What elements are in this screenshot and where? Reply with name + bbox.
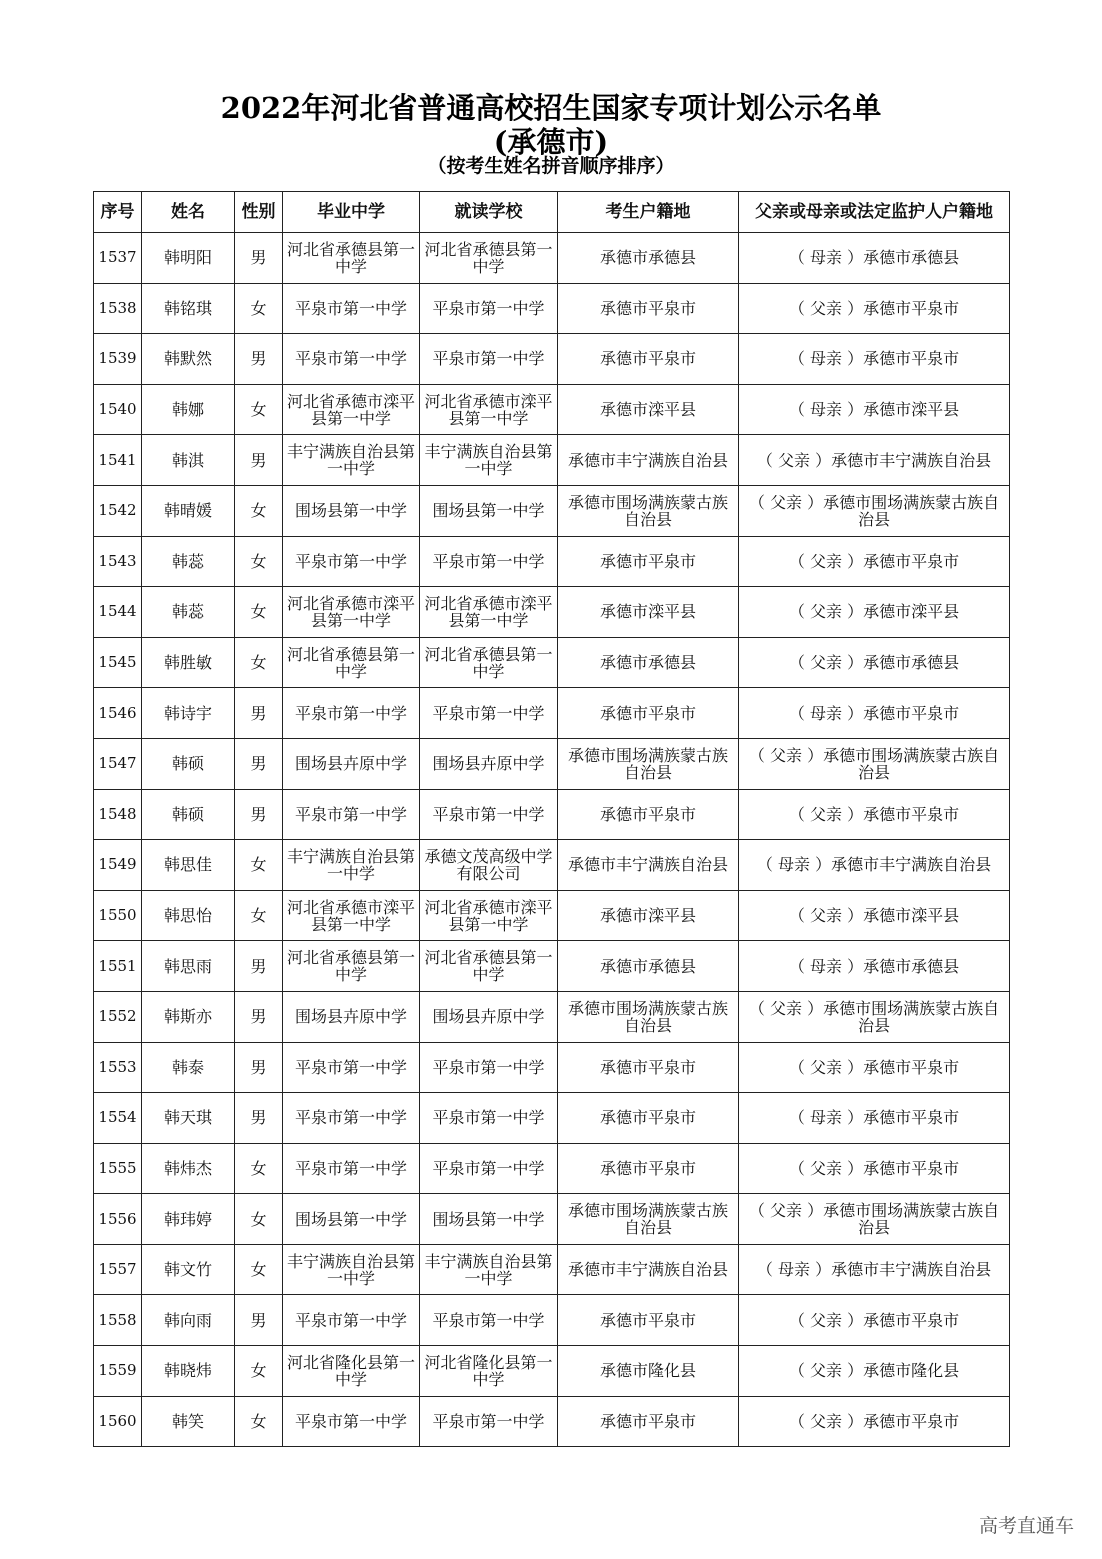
cell-grad-school: 丰宁满族自治县第一中学 — [283, 1244, 420, 1295]
cell-seq: 1544 — [94, 587, 142, 638]
cell-seq: 1539 — [94, 334, 142, 385]
cell-parent-hukou: （ 母亲 ）承德市丰宁满族自治县 — [739, 1244, 1010, 1295]
cell-seq: 1550 — [94, 890, 142, 941]
table-row — [94, 587, 1010, 638]
cell-name: 韩思佳 — [142, 840, 235, 891]
cell-grad-school: 平泉市第一中学 — [283, 1396, 420, 1447]
page-subtitle-city: (承德市) — [493, 125, 609, 159]
cell-school: 平泉市第一中学 — [420, 1042, 558, 1093]
cell-parent-hukou: （ 父亲 ）承德市围场满族蒙古族自治县 — [739, 991, 1010, 1042]
watermark: 高考直通车 — [978, 1515, 1074, 1537]
cell-seq: 1543 — [94, 536, 142, 587]
cell-grad-school: 平泉市第一中学 — [283, 1295, 420, 1346]
cell-name: 韩泰 — [142, 1042, 235, 1093]
cell-school: 丰宁满族自治县第一中学 — [420, 435, 558, 486]
cell-gender: 女 — [235, 840, 283, 891]
cell-hukou: 承德市围场满族蒙古族自治县 — [558, 485, 739, 536]
cell-hukou: 承德市承德县 — [558, 941, 739, 992]
table-row — [94, 738, 1010, 789]
cell-gender: 男 — [235, 435, 283, 486]
table-row — [94, 890, 1010, 941]
cell-school: 平泉市第一中学 — [420, 688, 558, 739]
cell-seq: 1546 — [94, 688, 142, 739]
cell-seq: 1541 — [94, 435, 142, 486]
table-row — [94, 941, 1010, 992]
cell-grad-school: 河北省隆化县第一中学 — [283, 1346, 420, 1397]
cell-school: 河北省承德县第一中学 — [420, 941, 558, 992]
cell-parent-hukou: （ 父亲 ）承德市围场满族蒙古族自治县 — [739, 1194, 1010, 1245]
cell-school: 平泉市第一中学 — [420, 1143, 558, 1194]
cell-seq: 1554 — [94, 1093, 142, 1144]
cell-school: 平泉市第一中学 — [420, 1093, 558, 1144]
cell-parent-hukou: （ 父亲 ）承德市平泉市 — [739, 283, 1010, 334]
cell-grad-school: 河北省承德市滦平县第一中学 — [283, 587, 420, 638]
cell-hukou: 承德市平泉市 — [558, 334, 739, 385]
cell-school: 平泉市第一中学 — [420, 334, 558, 385]
cell-parent-hukou: （ 父亲 ）承德市围场满族蒙古族自治县 — [739, 738, 1010, 789]
cell-school: 平泉市第一中学 — [420, 1396, 558, 1447]
cell-hukou: 承德市平泉市 — [558, 1396, 739, 1447]
cell-seq: 1555 — [94, 1143, 142, 1194]
cell-hukou: 承德市围场满族蒙古族自治县 — [558, 991, 739, 1042]
cell-seq: 1548 — [94, 789, 142, 840]
cell-gender: 男 — [235, 1042, 283, 1093]
cell-gender: 女 — [235, 1396, 283, 1447]
cell-hukou: 承德市平泉市 — [558, 1093, 739, 1144]
cell-name: 韩思雨 — [142, 941, 235, 992]
cell-seq: 1553 — [94, 1042, 142, 1093]
cell-hukou: 承德市承德县 — [558, 233, 739, 284]
cell-hukou: 承德市丰宁满族自治县 — [558, 1244, 739, 1295]
cell-grad-school: 平泉市第一中学 — [283, 1042, 420, 1093]
cell-parent-hukou: （ 父亲 ）承德市平泉市 — [739, 536, 1010, 587]
cell-hukou: 承德市平泉市 — [558, 1042, 739, 1093]
cell-name: 韩明阳 — [142, 233, 235, 284]
cell-hukou: 承德市平泉市 — [558, 536, 739, 587]
column-header-gender: 性别 — [235, 192, 283, 233]
cell-hukou: 承德市平泉市 — [558, 688, 739, 739]
cell-grad-school: 丰宁满族自治县第一中学 — [283, 840, 420, 891]
cell-grad-school: 平泉市第一中学 — [283, 1143, 420, 1194]
table-row — [94, 233, 1010, 284]
cell-parent-hukou: （ 父亲 ）承德市平泉市 — [739, 1295, 1010, 1346]
cell-grad-school: 平泉市第一中学 — [283, 1093, 420, 1144]
cell-gender: 女 — [235, 283, 283, 334]
cell-seq: 1547 — [94, 738, 142, 789]
cell-grad-school: 平泉市第一中学 — [283, 688, 420, 739]
cell-school: 平泉市第一中学 — [420, 283, 558, 334]
cell-hukou: 承德市滦平县 — [558, 587, 739, 638]
cell-name: 韩淇 — [142, 435, 235, 486]
cell-gender: 男 — [235, 233, 283, 284]
cell-gender: 男 — [235, 789, 283, 840]
cell-parent-hukou: （ 母亲 ）承德市平泉市 — [739, 688, 1010, 739]
cell-school: 围场县第一中学 — [420, 485, 558, 536]
cell-school: 河北省承德县第一中学 — [420, 233, 558, 284]
cell-school: 河北省承德市滦平县第一中学 — [420, 587, 558, 638]
cell-school: 围场县卉原中学 — [420, 738, 558, 789]
cell-seq: 1558 — [94, 1295, 142, 1346]
cell-seq: 1557 — [94, 1244, 142, 1295]
cell-seq: 1538 — [94, 283, 142, 334]
cell-hukou: 承德市承德县 — [558, 637, 739, 688]
cell-grad-school: 河北省承德市滦平县第一中学 — [283, 384, 420, 435]
cell-gender: 男 — [235, 738, 283, 789]
table-row — [94, 789, 1010, 840]
cell-hukou: 承德市滦平县 — [558, 384, 739, 435]
cell-name: 韩文竹 — [142, 1244, 235, 1295]
table-row — [94, 1244, 1010, 1295]
cell-school: 河北省承德市滦平县第一中学 — [420, 384, 558, 435]
cell-parent-hukou: （ 父亲 ）承德市丰宁满族自治县 — [739, 435, 1010, 486]
table-row — [94, 637, 1010, 688]
cell-school: 河北省承德市滦平县第一中学 — [420, 890, 558, 941]
table-row — [94, 283, 1010, 334]
cell-gender: 女 — [235, 536, 283, 587]
cell-name: 韩胜敏 — [142, 637, 235, 688]
cell-gender: 女 — [235, 384, 283, 435]
table-row — [94, 485, 1010, 536]
cell-school: 平泉市第一中学 — [420, 789, 558, 840]
cell-school: 围场县卉原中学 — [420, 991, 558, 1042]
cell-name: 韩硕 — [142, 738, 235, 789]
table-row — [94, 991, 1010, 1042]
cell-parent-hukou: （ 母亲 ）承德市滦平县 — [739, 384, 1010, 435]
cell-parent-hukou: （ 母亲 ）承德市平泉市 — [739, 1093, 1010, 1144]
cell-gender: 女 — [235, 1143, 283, 1194]
table-row — [94, 384, 1010, 435]
page-title: 2022年河北省普通高校招生国家专项计划公示名单 — [220, 91, 882, 125]
cell-grad-school: 河北省承德市滦平县第一中学 — [283, 890, 420, 941]
cell-hukou: 承德市平泉市 — [558, 283, 739, 334]
cell-grad-school: 围场县卉原中学 — [283, 738, 420, 789]
cell-seq: 1542 — [94, 485, 142, 536]
table-row — [94, 1042, 1010, 1093]
cell-seq: 1559 — [94, 1346, 142, 1397]
cell-gender: 男 — [235, 991, 283, 1042]
cell-name: 韩斯亦 — [142, 991, 235, 1042]
cell-name: 韩思怡 — [142, 890, 235, 941]
cell-seq: 1556 — [94, 1194, 142, 1245]
cell-parent-hukou: （ 父亲 ）承德市滦平县 — [739, 587, 1010, 638]
cell-parent-hukou: （ 父亲 ）承德市平泉市 — [739, 789, 1010, 840]
cell-parent-hukou: （ 父亲 ）承德市平泉市 — [739, 1143, 1010, 1194]
cell-name: 韩娜 — [142, 384, 235, 435]
cell-parent-hukou: （ 母亲 ）承德市平泉市 — [739, 334, 1010, 385]
cell-seq: 1549 — [94, 840, 142, 891]
cell-hukou: 承德市围场满族蒙古族自治县 — [558, 738, 739, 789]
cell-name: 韩硕 — [142, 789, 235, 840]
page-subtitle-sort-note: （按考生姓名拼音顺序排序） — [427, 155, 675, 177]
cell-gender: 男 — [235, 941, 283, 992]
cell-hukou: 承德市平泉市 — [558, 1295, 739, 1346]
cell-school: 承德文茂高级中学有限公司 — [420, 840, 558, 891]
column-header-hukou: 考生户籍地 — [558, 192, 739, 233]
cell-grad-school: 围场县卉原中学 — [283, 991, 420, 1042]
cell-school: 丰宁满族自治县第一中学 — [420, 1244, 558, 1295]
cell-school: 平泉市第一中学 — [420, 536, 558, 587]
cell-grad-school: 河北省承德县第一中学 — [283, 941, 420, 992]
cell-seq: 1551 — [94, 941, 142, 992]
cell-hukou: 承德市平泉市 — [558, 1143, 739, 1194]
cell-school: 平泉市第一中学 — [420, 1295, 558, 1346]
column-header-name: 姓名 — [142, 192, 235, 233]
table-row — [94, 840, 1010, 891]
table-row — [94, 1143, 1010, 1194]
cell-parent-hukou: （ 父亲 ）承德市围场满族蒙古族自治县 — [739, 485, 1010, 536]
cell-parent-hukou: （ 母亲 ）承德市承德县 — [739, 941, 1010, 992]
cell-seq: 1545 — [94, 637, 142, 688]
cell-gender: 女 — [235, 890, 283, 941]
cell-seq: 1560 — [94, 1396, 142, 1447]
cell-gender: 女 — [235, 485, 283, 536]
cell-gender: 男 — [235, 1093, 283, 1144]
cell-seq: 1540 — [94, 384, 142, 435]
column-header-parent-hukou: 父亲或母亲或法定监护人户籍地 — [739, 192, 1010, 233]
cell-gender: 女 — [235, 1346, 283, 1397]
cell-grad-school: 围场县第一中学 — [283, 485, 420, 536]
cell-name: 韩炜杰 — [142, 1143, 235, 1194]
table-header-row — [94, 192, 1010, 233]
cell-parent-hukou: （ 父亲 ）承德市滦平县 — [739, 890, 1010, 941]
cell-hukou: 承德市围场满族蒙古族自治县 — [558, 1194, 739, 1245]
table-row — [94, 1346, 1010, 1397]
cell-grad-school: 平泉市第一中学 — [283, 789, 420, 840]
cell-gender: 男 — [235, 334, 283, 385]
cell-parent-hukou: （ 父亲 ）承德市平泉市 — [739, 1042, 1010, 1093]
table-row — [94, 1093, 1010, 1144]
cell-school: 围场县第一中学 — [420, 1194, 558, 1245]
cell-gender: 男 — [235, 688, 283, 739]
column-header-grad-school: 毕业中学 — [283, 192, 420, 233]
cell-name: 韩向雨 — [142, 1295, 235, 1346]
cell-hukou: 承德市隆化县 — [558, 1346, 739, 1397]
cell-gender: 女 — [235, 637, 283, 688]
table-row — [94, 536, 1010, 587]
cell-name: 韩默然 — [142, 334, 235, 385]
cell-seq: 1537 — [94, 233, 142, 284]
cell-grad-school: 围场县第一中学 — [283, 1194, 420, 1245]
cell-name: 韩晴媛 — [142, 485, 235, 536]
cell-school: 河北省隆化县第一中学 — [420, 1346, 558, 1397]
cell-gender: 女 — [235, 1244, 283, 1295]
table-row — [94, 435, 1010, 486]
table-row — [94, 334, 1010, 385]
roster-table — [93, 191, 1010, 1447]
cell-seq: 1552 — [94, 991, 142, 1042]
cell-grad-school: 丰宁满族自治县第一中学 — [283, 435, 420, 486]
cell-parent-hukou: （ 父亲 ）承德市隆化县 — [739, 1346, 1010, 1397]
cell-name: 韩玮婷 — [142, 1194, 235, 1245]
cell-gender: 女 — [235, 1194, 283, 1245]
cell-name: 韩蕊 — [142, 587, 235, 638]
cell-hukou: 承德市平泉市 — [558, 789, 739, 840]
cell-school: 河北省承德县第一中学 — [420, 637, 558, 688]
cell-grad-school: 平泉市第一中学 — [283, 536, 420, 587]
cell-grad-school: 河北省承德县第一中学 — [283, 233, 420, 284]
table-row — [94, 688, 1010, 739]
cell-name: 韩晓炜 — [142, 1346, 235, 1397]
cell-parent-hukou: （ 父亲 ）承德市承德县 — [739, 637, 1010, 688]
column-header-school: 就读学校 — [420, 192, 558, 233]
cell-name: 韩蕊 — [142, 536, 235, 587]
cell-hukou: 承德市丰宁满族自治县 — [558, 435, 739, 486]
cell-grad-school: 平泉市第一中学 — [283, 283, 420, 334]
column-header-seq: 序号 — [94, 192, 142, 233]
cell-parent-hukou: （ 母亲 ）承德市承德县 — [739, 233, 1010, 284]
cell-grad-school: 河北省承德县第一中学 — [283, 637, 420, 688]
cell-name: 韩铭琪 — [142, 283, 235, 334]
table-row — [94, 1194, 1010, 1245]
cell-hukou: 承德市丰宁满族自治县 — [558, 840, 739, 891]
cell-name: 韩笑 — [142, 1396, 235, 1447]
cell-gender: 女 — [235, 587, 283, 638]
cell-gender: 男 — [235, 1295, 283, 1346]
cell-grad-school: 平泉市第一中学 — [283, 334, 420, 385]
cell-hukou: 承德市滦平县 — [558, 890, 739, 941]
cell-name: 韩天琪 — [142, 1093, 235, 1144]
cell-parent-hukou: （ 父亲 ）承德市平泉市 — [739, 1396, 1010, 1447]
cell-name: 韩诗宇 — [142, 688, 235, 739]
table-row — [94, 1295, 1010, 1346]
table-row — [94, 1396, 1010, 1447]
cell-parent-hukou: （ 母亲 ）承德市丰宁满族自治县 — [739, 840, 1010, 891]
